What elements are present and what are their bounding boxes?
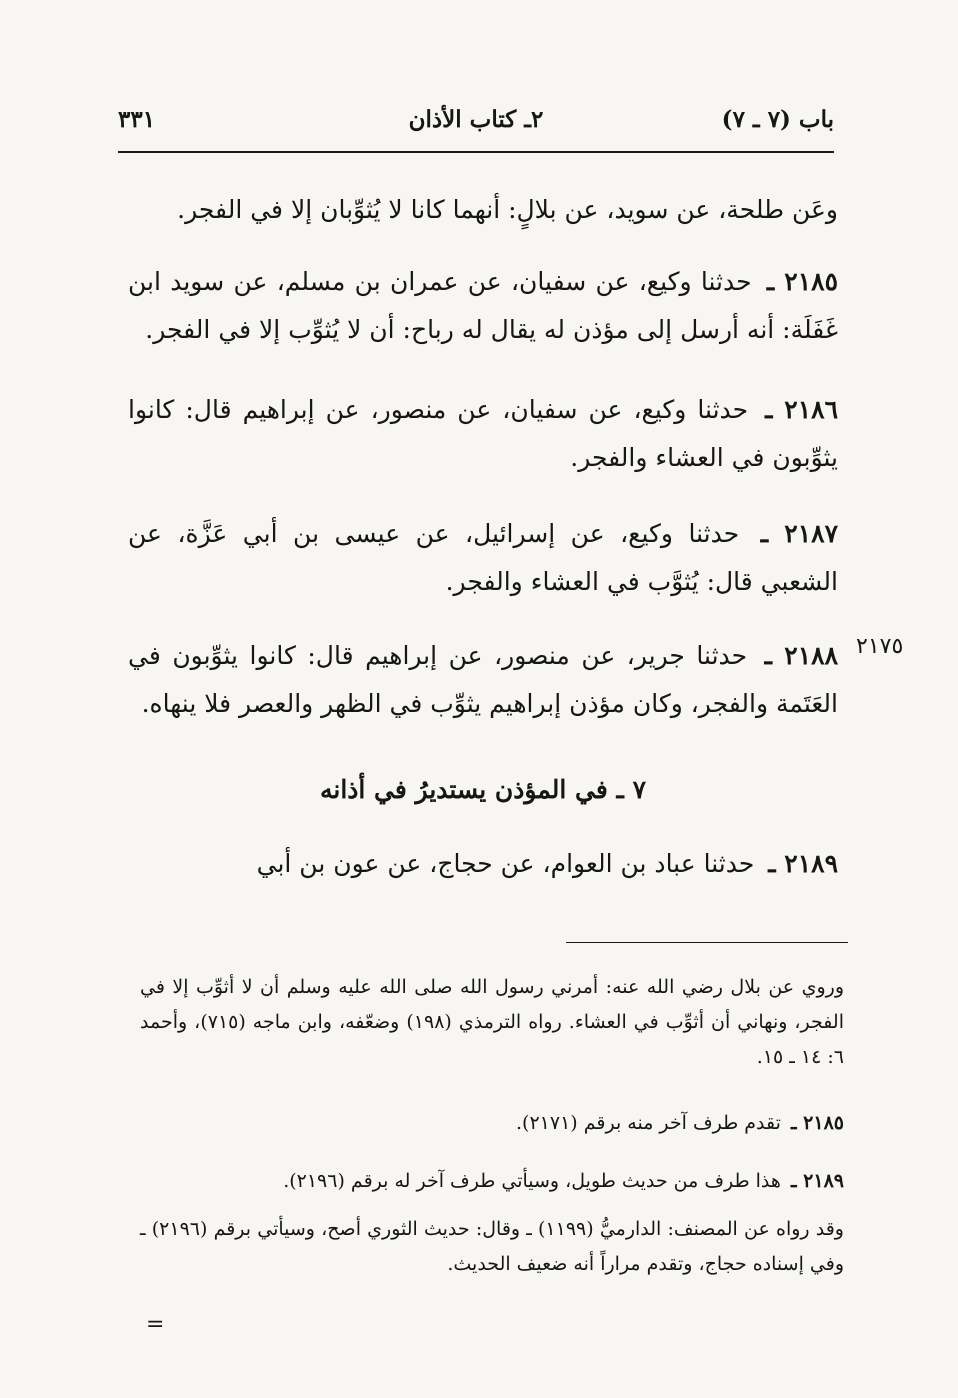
footnote xyxy=(140,1106,844,1141)
footnote-text: وروي عن بلال رضي الله عنه: أمرني رسول الله صلى الله عليه وسلم أن لا أثوِّب إلا في الفجر، ونهاني أن أثوِّب في العشاء. رواه الترمذي (١٩٨) وضعّفه، وابن ماجه (٧١٥)، وأحمد ٦: ١٤ ـ ١٥. xyxy=(140,976,844,1068)
page-number: ٣٣١ xyxy=(118,106,156,133)
footnote-number: ٢١٨٩ ـ xyxy=(790,1170,844,1192)
page-header xyxy=(118,106,834,150)
continuation-paragraph xyxy=(128,186,838,234)
chapter-heading: ٧ ـ في المؤذن يستديرُ في أذانه xyxy=(319,775,647,804)
header-rule xyxy=(118,151,834,153)
footnote-text: هذا طرف من حديث طويل، وسيأتي طرف آخر له برقم (٢١٩٦). xyxy=(283,1170,781,1192)
hadith-number: ٢١٨٩ ـ xyxy=(768,849,838,878)
hadith-2187 xyxy=(128,510,838,606)
hadith-2186 xyxy=(128,386,838,482)
margin-reference-number: ٢١٧٥ xyxy=(856,634,904,659)
hadith-2189 xyxy=(128,840,838,888)
hadith-number: ٢١٨٦ ـ xyxy=(765,395,839,424)
header-chapter-ref: باب (٧ ـ ٧) xyxy=(721,106,834,133)
footnote-text: وقد رواه عن المصنف: الدارميُّ (١١٩٩) ـ وقال: حديث الثوري أصح، وسيأتي برقم (٢١٩٦) ـ وفي إسناده حجاج، وتقدم مراراً أنه ضعيف الحديث. xyxy=(140,1218,844,1275)
footnote-separator xyxy=(566,942,848,943)
hadith-number: ٢١٨٥ ـ xyxy=(766,267,838,296)
footnote-number: ٢١٨٥ ـ xyxy=(790,1112,844,1134)
footnote-text: تقدم طرف آخر منه برقم (٢١٧١). xyxy=(516,1112,781,1134)
hadith-number: ٢١٨٨ ـ xyxy=(764,641,839,670)
hadith-text: حدثنا جرير، عن منصور، عن إبراهيم قال: كانوا يثوِّبون في العَتَمة والفجر، وكان مؤذن إبراهيم يثوِّب في الظهر والعصر فلا ينهاه. xyxy=(128,641,838,718)
footnote xyxy=(140,1164,844,1199)
hadith-text: حدثنا وكيع، عن سفيان، عن منصور، عن إبراهيم قال: كانوا يثوِّبون في العشاء والفجر. xyxy=(128,395,838,472)
hadith-number: ٢١٨٧ ـ xyxy=(760,519,838,548)
footnote xyxy=(140,1212,844,1282)
header-book-title: ٢ـ كتاب الأذان xyxy=(408,106,544,133)
continuation-text: وعَن طلحة، عن سويد، عن بلالٍ: أنهما كانا لا يُثوِّبان إلا في الفجر. xyxy=(177,195,838,224)
continuation-mark: = xyxy=(146,1312,165,1337)
hadith-2188 xyxy=(128,632,838,728)
footnote xyxy=(140,970,844,1075)
hadith-2185 xyxy=(128,258,838,354)
hadith-text: حدثنا وكيع، عن إسرائيل، عن عيسى بن أبي عَزَّة، عن الشعبي قال: يُثوَّب في العشاء والفجر. xyxy=(128,519,838,596)
hadith-text: حدثنا وكيع، عن سفيان، عن عمران بن مسلم، عن سويد ابن غَفَلَة: أنه أرسل إلى مؤذن له يقال له رباح: أن لا يُثوِّب إلا في الفجر. xyxy=(128,267,838,344)
hadith-text: حدثنا عباد بن العوام، عن حجاج، عن عون بن أبي xyxy=(256,849,755,878)
